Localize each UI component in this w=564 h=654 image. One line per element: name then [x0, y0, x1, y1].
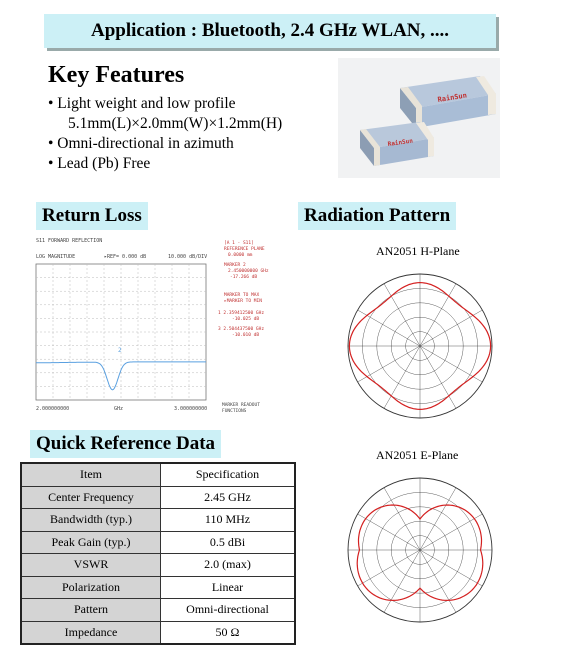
- table-row: [21, 486, 295, 509]
- e-plane-title: AN2051 E-Plane: [376, 448, 459, 462]
- rl-m1-freq: 1 2.359412500 GHz: [218, 311, 265, 316]
- rl-annotations: [218, 240, 269, 338]
- rl-search-max: MARKER TO MAX: [224, 293, 260, 298]
- table-header-row: [21, 463, 295, 486]
- radiation-pattern-title: Radiation Pattern: [298, 202, 456, 230]
- row-spec: 0.5 dBi: [161, 531, 296, 554]
- table-row: [21, 599, 295, 622]
- row-item: Bandwidth (typ.): [21, 509, 161, 532]
- key-features-list: [48, 94, 282, 174]
- row-item: Peak Gain (typ.): [21, 531, 161, 554]
- row-item: Polarization: [21, 576, 161, 599]
- quick-reference-table: [20, 462, 296, 645]
- rl-refplane-3: 0.0000 mm: [228, 253, 253, 258]
- rl-marker2-1: MARKER 2: [224, 263, 246, 268]
- e-plane-polar-plot: [336, 466, 504, 634]
- rl-marker-2: 2: [118, 347, 122, 354]
- rl-m1-db: -10.025 dB: [232, 317, 260, 322]
- table-row: [21, 576, 295, 599]
- rl-x-stop: 3.000000000: [174, 406, 208, 412]
- row-spec: 2.0 (max): [161, 554, 296, 577]
- table-row: [21, 531, 295, 554]
- row-spec: 2.45 GHz: [161, 486, 296, 509]
- rl-m3-db: -10.010 dB: [232, 333, 260, 338]
- chip-label-1: RainSun: [437, 91, 468, 104]
- rl-grid: [36, 264, 206, 400]
- polar-grid: [348, 274, 492, 418]
- row-spec: Linear: [161, 576, 296, 599]
- row-item: Pattern: [21, 599, 161, 622]
- rl-scale: 10.000 dB/DIV: [168, 254, 208, 260]
- rl-x-unit: GHz: [114, 406, 124, 412]
- h-plane-title: AN2051 H-Plane: [376, 244, 460, 258]
- rl-refplane-1: [A 1 - S11]: [224, 241, 254, 246]
- return-loss-plot: [34, 234, 274, 420]
- rl-marker2-3: -17.266 dB: [230, 275, 258, 280]
- polar-grid: [348, 478, 492, 622]
- return-loss-title: Return Loss: [36, 202, 148, 230]
- h-plane-polar-plot: [336, 262, 504, 430]
- feature-bullet-2: • Omni-directional in azimuth: [48, 135, 234, 152]
- row-spec: 50 Ω: [161, 621, 296, 644]
- row-spec: 110 MHz: [161, 509, 296, 532]
- rl-x-start: 2.000000000: [36, 406, 70, 412]
- rl-header: S11 FORWARD REFLECTION: [36, 238, 103, 244]
- key-features-title: Key Features: [48, 62, 185, 88]
- row-item: Center Frequency: [21, 486, 161, 509]
- rl-format: LOG MAGNITUDE: [36, 254, 76, 260]
- quick-reference-title: Quick Reference Data: [30, 430, 221, 458]
- table-row: [21, 554, 295, 577]
- col-header-item: Item: [21, 463, 161, 486]
- feature-bullet-3: • Lead (Pb) Free: [48, 155, 151, 172]
- rl-search-min: ▸MARKER TO MIN: [224, 299, 262, 304]
- rl-m3-freq: 3 2.504437500 GHz: [218, 327, 265, 332]
- rl-marker2-2: 2.450000000 GHz: [228, 269, 269, 274]
- rl-readout-1: MARKER READOUT: [222, 403, 260, 408]
- feature-bullet-1: • Light weight and low profile: [48, 95, 236, 112]
- table-row: [21, 509, 295, 532]
- col-header-spec: Specification: [161, 463, 296, 486]
- product-photo: [338, 58, 500, 178]
- chip-label-2: RainSun: [387, 137, 414, 148]
- table-row: [21, 621, 295, 644]
- row-spec: Omni-directional: [161, 599, 296, 622]
- rl-refplane-2: REFERENCE PLANE: [224, 247, 265, 252]
- row-item: VSWR: [21, 554, 161, 577]
- application-banner: Application : Bluetooth, 2.4 GHz WLAN, ....: [44, 14, 496, 48]
- rl-readout-2: FUNCTIONS: [222, 409, 247, 414]
- row-item: Impedance: [21, 621, 161, 644]
- feature-dimensions: 5.1mm(L)×2.0mm(W)×1.2mm(H): [68, 115, 283, 132]
- rl-ref: ▸REF= 0.000 dB: [104, 254, 147, 260]
